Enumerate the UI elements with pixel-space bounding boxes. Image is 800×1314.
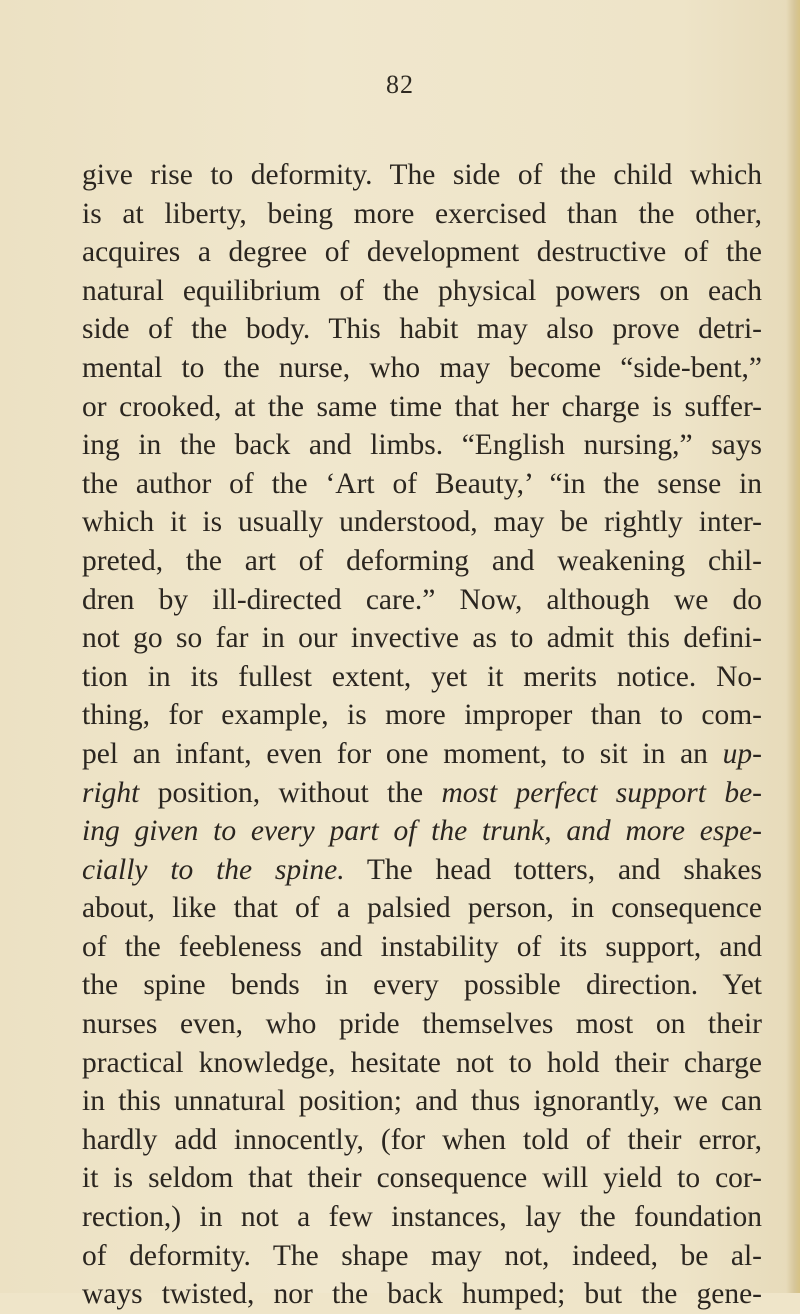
text-segment: ways twisted, nor the back humped; but the gene-: [82, 1278, 762, 1311]
text-line: [82, 388, 762, 427]
text-segment: position, without the: [139, 776, 442, 809]
text-segment: ing in the back and limbs. “English nursing,” says: [82, 429, 762, 462]
text-segment: which it is usually understood, may be rightly inter-: [82, 506, 762, 539]
text-line: [82, 774, 762, 813]
text-line: [82, 1198, 762, 1237]
text-line: [82, 1005, 762, 1044]
text-segment: give rise to deformity. The side of the child which: [82, 159, 762, 191]
text-line: [82, 233, 762, 272]
text-segment: pel an infant, even for one moment, to sit in an: [82, 737, 723, 770]
text-segment: side of the body. This habit may also prove detri-: [82, 313, 762, 346]
text-line: [82, 426, 762, 465]
text-line: [82, 658, 762, 697]
text-line: [82, 696, 762, 735]
text-segment: acquires a degree of development destructive of the: [82, 236, 762, 269]
text-line: [82, 812, 762, 851]
page-edge-shadow: [786, 0, 800, 1293]
text-segment: in this unnatural position; and thus ignorantly, we can: [82, 1085, 762, 1118]
text-line: [82, 619, 762, 658]
text-line: [82, 542, 762, 581]
text-line: [82, 581, 762, 620]
text-segment: dren by ill-directed care.” Now, although we do: [82, 583, 762, 616]
text-line: [82, 1044, 762, 1083]
text-segment: the author of the ‘Art of Beauty,’ “in the sense in: [82, 467, 762, 500]
text-line: [82, 889, 762, 928]
text-segment: of the feebleness and instability of its support, and: [82, 930, 762, 963]
text-segment: mental to the nurse, who may become “side-bent,”: [82, 351, 762, 384]
page-number: 82: [386, 70, 414, 99]
text-segment: it is seldom that their consequence will yield to cor-: [82, 1162, 762, 1195]
italic-text: most perfect support be-: [441, 776, 762, 809]
italic-text: right: [82, 776, 140, 809]
text-line: [82, 1237, 762, 1276]
text-line: [82, 195, 762, 234]
text-line: [82, 156, 762, 195]
text-segment: thing, for example, is more improper than to com-: [82, 699, 762, 732]
text-segment: about, like that of a palsied person, in consequence: [82, 892, 762, 925]
text-line: [82, 966, 762, 1005]
text-line: [82, 735, 762, 774]
text-segment: the spine bends in every possible direction. Yet: [82, 969, 762, 1002]
italic-text: up-: [722, 737, 762, 770]
text-segment: nurses even, who pride themselves most on their: [82, 1008, 762, 1041]
text-line: [82, 851, 762, 890]
text-line: [82, 1275, 762, 1314]
text-line: [82, 1082, 762, 1121]
text-line: [82, 503, 762, 542]
text-segment: rection,) in not a few instances, lay the foundation: [82, 1201, 762, 1234]
text-segment: tion in its fullest extent, yet it merits notice. No-: [82, 660, 762, 693]
text-segment: preted, the art of deforming and weakening chil-: [82, 544, 762, 577]
text-segment: hardly add innocently, (for when told of their error,: [82, 1123, 762, 1156]
text-segment: not go so far in our invective as to admit this defini-: [82, 622, 762, 655]
text-line: [82, 310, 762, 349]
text-segment: or crooked, at the same time that her charge is suffer-: [82, 390, 762, 423]
text-segment: The head totters, and shakes: [344, 853, 763, 886]
text-line: [82, 349, 762, 388]
text-segment: practical knowledge, hesitate not to hold their charge: [82, 1046, 762, 1079]
text-segment: is at liberty, being more exercised than the other,: [82, 197, 762, 230]
italic-text: cially to the spine.: [82, 853, 345, 886]
text-line: [82, 272, 762, 311]
text-segment: of deformity. The shape may not, indeed, be al-: [82, 1239, 762, 1272]
text-line: [82, 465, 762, 504]
text-line: [82, 928, 762, 967]
text-line: [82, 1121, 762, 1160]
text-line: [82, 1159, 762, 1198]
text-segment: natural equilibrium of the physical powers on each: [82, 274, 762, 307]
italic-text: ing given to every part of the trunk, and more espe-: [82, 815, 762, 848]
body-text: [82, 156, 762, 1314]
